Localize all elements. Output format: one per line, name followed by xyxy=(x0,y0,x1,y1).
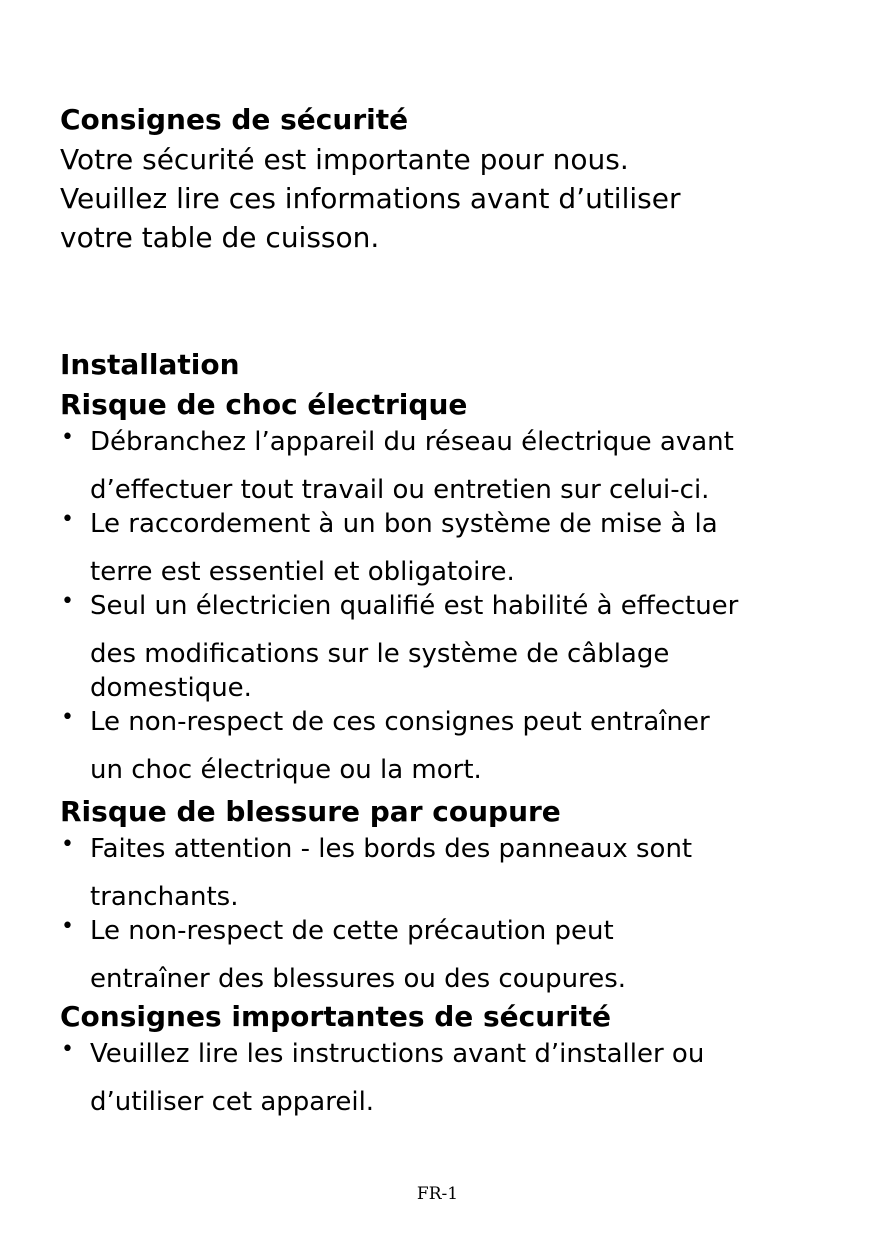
electric-shock-heading: Risque de choc électrique xyxy=(60,388,468,421)
bullet-icon: • xyxy=(61,705,74,730)
list-item-line: Veuillez lire les instructions avant d’installer ou xyxy=(90,1039,705,1069)
safety-intro-line-3: votre table de cuisson. xyxy=(60,221,380,254)
safety-intro-line-1: Votre sécurité est importante pour nous. xyxy=(60,143,629,176)
list-item xyxy=(60,425,850,507)
list-item-line: Le non-respect de ces consignes peut entraîner xyxy=(90,707,710,737)
list-item xyxy=(60,914,850,996)
bullet-icon: • xyxy=(61,914,74,939)
list-item xyxy=(60,1037,850,1119)
list-item-line: d’effectuer tout travail ou entretien sur celui-ci. xyxy=(90,475,710,505)
safety-section xyxy=(60,100,850,257)
installation-section xyxy=(60,345,850,787)
list-item-line: entraîner des blessures ou des coupures. xyxy=(90,964,627,994)
important-list xyxy=(60,1037,850,1119)
page-number: FR-1 xyxy=(416,1184,459,1204)
list-item-line: Seul un électricien qualifié est habilité à effectuer xyxy=(90,591,739,621)
bullet-icon: • xyxy=(61,589,74,614)
list-item-line: domestique. xyxy=(90,673,252,703)
list-item-line: Le raccordement à un bon système de mise à la xyxy=(90,509,718,539)
bullet-icon: • xyxy=(61,832,74,857)
list-item xyxy=(60,705,850,787)
list-item-line: terre est essentiel et obligatoire. xyxy=(90,557,515,587)
bullet-icon: • xyxy=(61,425,74,450)
bullet-icon: • xyxy=(61,507,74,532)
important-section xyxy=(60,997,850,1119)
list-item-line: d’utiliser cet appareil. xyxy=(90,1087,375,1117)
list-item-line: un choc électrique ou la mort. xyxy=(90,755,482,785)
important-heading: Consignes importantes de sécurité xyxy=(60,1000,611,1033)
installation-heading: Installation xyxy=(60,348,240,381)
list-item xyxy=(60,832,850,914)
cut-injury-list xyxy=(60,832,850,996)
list-item-line: Le non-respect de cette précaution peut xyxy=(90,916,614,946)
list-item-line: des modifications sur le système de câblage xyxy=(90,639,670,669)
safety-intro-line-2: Veuillez lire ces informations avant d’utiliser xyxy=(60,182,681,215)
cut-injury-heading: Risque de blessure par coupure xyxy=(60,795,561,828)
safety-title: Consignes de sécurité xyxy=(60,103,409,136)
list-item xyxy=(60,589,850,705)
list-item xyxy=(60,507,850,589)
electric-shock-list xyxy=(60,425,850,787)
cut-injury-section xyxy=(60,792,850,996)
list-item-line: Débranchez l’appareil du réseau électrique avant xyxy=(90,427,734,457)
list-item-line: Faites attention - les bords des panneaux sont xyxy=(90,834,693,864)
bullet-icon: • xyxy=(61,1037,74,1062)
list-item-line: tranchants. xyxy=(90,882,239,912)
